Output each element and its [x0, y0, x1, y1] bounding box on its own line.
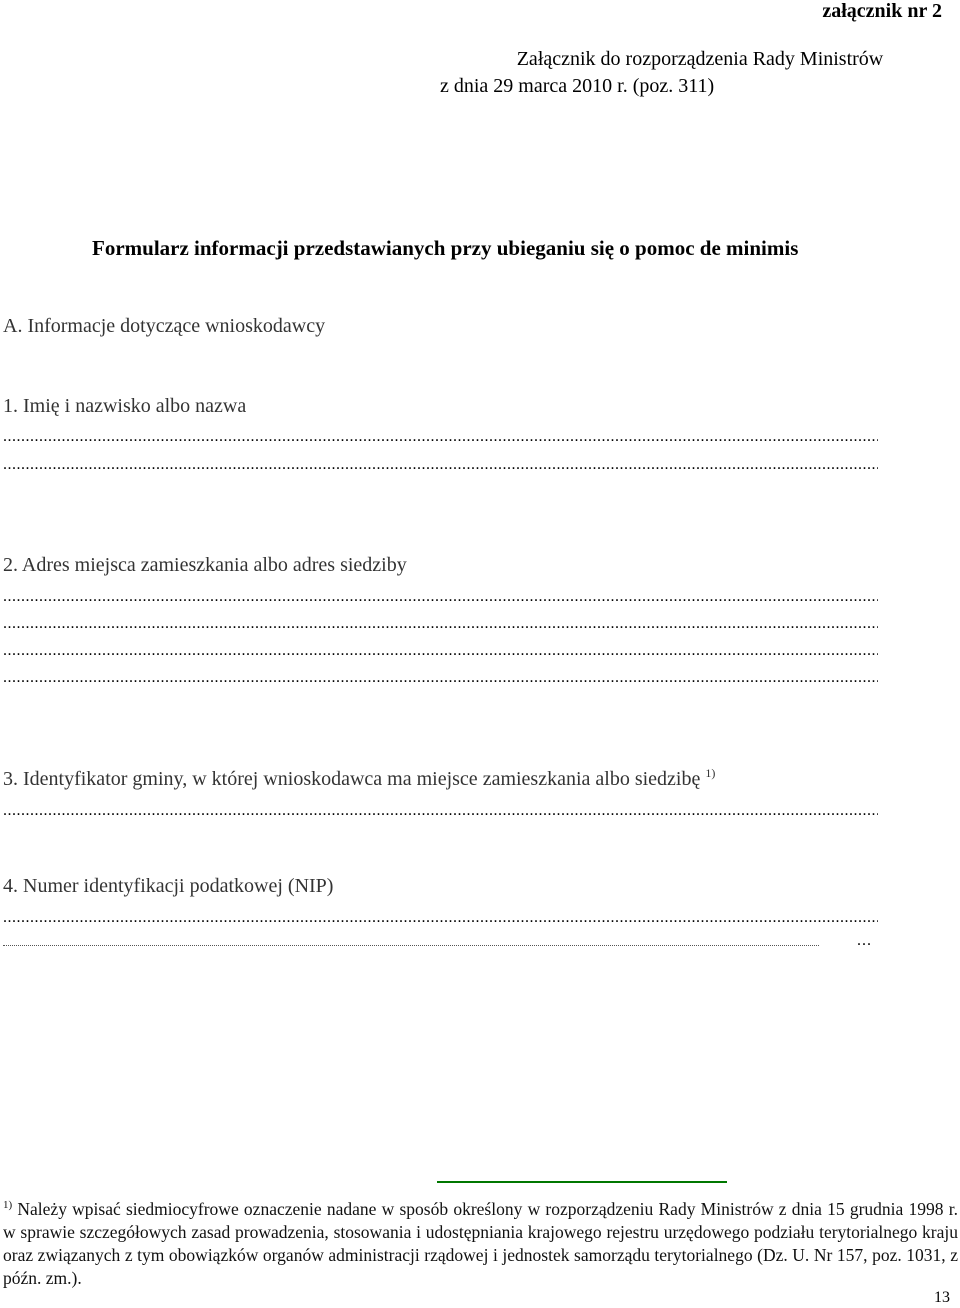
- field-4-label: 4. Numer identyfikacji podatkowej (NIP): [3, 875, 334, 897]
- field-2-line-1[interactable]: [3, 590, 878, 604]
- field-1-line-1[interactable]: [3, 430, 878, 444]
- field-1-label: 1. Imię i nazwisko albo nazwa: [3, 395, 247, 417]
- field-1-line-2[interactable]: [3, 458, 878, 472]
- field-4-line-1[interactable]: [3, 911, 878, 925]
- footnote-separator: [437, 1181, 727, 1183]
- field-3-label-text: 3. Identyfikator gminy, w której wnioskodawca ma miejsce zamieszkania albo siedzibę: [3, 768, 701, 790]
- field-2-label: 2. Adres miejsca zamieszkania albo adres siedziby: [3, 554, 407, 576]
- field-3-footnote-ref: 1): [705, 766, 716, 780]
- field-2-line-2[interactable]: [3, 617, 878, 631]
- page-number: 13: [934, 1289, 950, 1306]
- form-title: Formularz informacji przedstawianych przy ubieganiu się o pomoc de minimis: [92, 236, 799, 260]
- field-2-line-4[interactable]: [3, 671, 878, 685]
- field-3-line-1[interactable]: [3, 804, 878, 818]
- field-2-line-3[interactable]: [3, 644, 878, 658]
- attachment-label: załącznik nr 2: [822, 0, 942, 22]
- footnote-marker: 1): [3, 1199, 13, 1211]
- field-3-label: [3, 768, 715, 791]
- section-a-heading: A. Informacje dotyczące wnioskodawcy: [3, 315, 326, 337]
- regulation-date: z dnia 29 marca 2010 r. (poz. 311): [440, 75, 715, 97]
- field-4-line-2[interactable]: [3, 945, 819, 947]
- footnote: [3, 1198, 958, 1290]
- footnote-text: Należy wpisać siedmiocyfrowe oznaczenie nadane w sposób określony w rozporządzeniu Rady Ministrów z dnia 15 grudnia 1998 r. w sprawie szczegółowych zasad prowadzenia, stosowania i udostępniania krajowego rejestru urzędowego podziału terytorialnego kraju oraz związanych z tym obowiązków organów administracji rządowej i jednostek samorządu terytorialnego (Dz. U. Nr 157, poz. 1031, z późn. zm.).: [3, 1199, 958, 1288]
- field-4-line-2-ellipsis: ...: [857, 932, 872, 949]
- regulation-reference: Załącznik do rozporządzenia Rady Ministrów: [516, 48, 884, 70]
